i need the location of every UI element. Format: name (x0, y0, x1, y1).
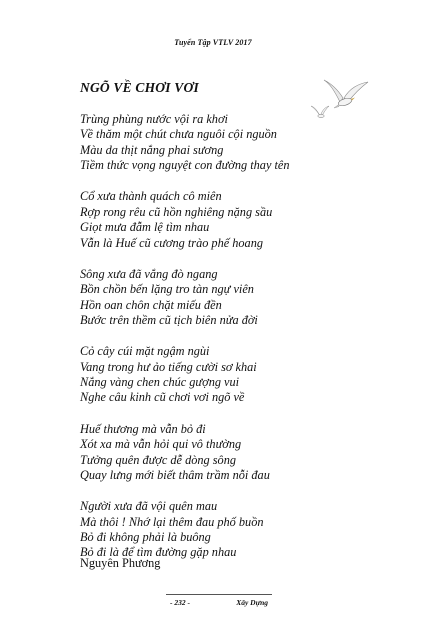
poem-line: Mà thôi ! Nhớ lại thêm đau phố buồn (80, 514, 264, 529)
page-footer (166, 598, 272, 607)
poem-line: Quay lưng mới biết thâm trầm nỗi đau (80, 467, 270, 482)
poem-line: Cỏ cây cúi mặt ngậm ngùi (80, 344, 210, 359)
seagull-large-icon (324, 80, 368, 108)
stanza (80, 112, 400, 174)
poem-line: Về thăm một chút chưa nguôi cội nguồn (80, 127, 277, 142)
poem-line: Màu da thịt nắng phai sương (80, 142, 224, 157)
poem-line: Vang trong hư ảo tiếng cười sơ khai (80, 359, 257, 374)
poem-body (80, 112, 400, 577)
poem-line: Nắng vàng chen chúc gượng vui (80, 375, 240, 390)
poem-title: NGÕ VỀ CHƠI VƠI (80, 80, 199, 95)
poem-line: Cổ xưa thành quách cô miên (80, 189, 222, 204)
stanza (80, 189, 400, 251)
poem-line: Người xưa đã vội quên mau (80, 499, 218, 514)
poem-line: Bỏ đi là để tìm đường gặp nhau (80, 545, 237, 560)
poem-line: Nghe câu kinh cũ chơi vơi ngõ về (80, 390, 245, 405)
poem-line: Bước trên thềm cũ tịch biên nửa đời (80, 313, 258, 328)
stanza (80, 267, 400, 329)
poem-line: Giọt mưa đẫm lệ tìm nhau (80, 220, 210, 235)
footer-divider (166, 594, 272, 595)
stanza (80, 499, 400, 561)
poem-line: Bồn chồn bến lặng tro tàn ngự viên (80, 282, 254, 297)
poem-line: Xót xa mà vẫn hỏi qui vô thường (80, 437, 242, 452)
page-number: - 232 - (170, 598, 190, 607)
poem-line: Rợp rong rêu cũ hồn nghiêng nặng sầu (80, 204, 273, 219)
poem-line: Huế thương mà vẫn bỏ đi (80, 421, 206, 436)
section-name: Xây Dựng (236, 598, 268, 607)
stanza (80, 422, 400, 484)
poem-line: Sông xưa đã vắng đò ngang (80, 266, 218, 281)
poem-line: Bỏ đi không phải là buông (80, 529, 211, 544)
poem-line: Tưởng quên được dễ dòng sông (80, 452, 236, 467)
poem-author: Nguyên Phương (80, 556, 161, 570)
running-header: Tuyển Tập VTLV 2017 (174, 38, 252, 47)
poem-line: Tiềm thức vọng nguyệt con đường thay tên (80, 158, 290, 173)
poem-line: Vẫn là Huế cũ cương trào phế hoang (80, 235, 264, 250)
poem-line: Trùng phùng nước vội ra khơi (80, 112, 228, 126)
poem-line: Hồn oan chôn chặt miếu đền (80, 297, 222, 312)
stanza (80, 344, 400, 406)
